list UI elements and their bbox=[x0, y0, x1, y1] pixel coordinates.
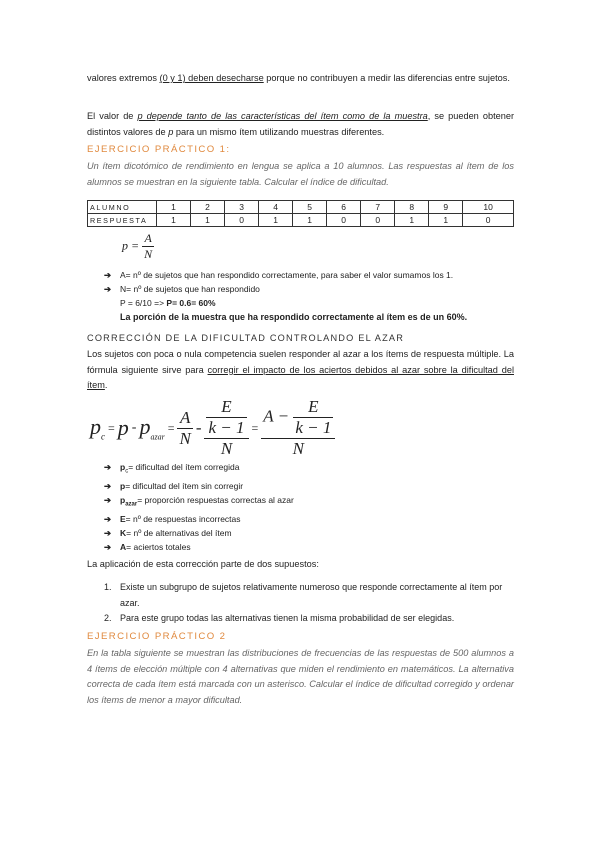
def-symbol: p bbox=[120, 462, 126, 472]
frac-den: N bbox=[179, 428, 191, 448]
list-item bbox=[104, 526, 514, 540]
table-cell: 3 bbox=[225, 201, 259, 214]
intro-p1-text-end: porque no contribuyen a medir las diferencias entre sujetos. bbox=[263, 73, 510, 83]
table-cell: 4 bbox=[259, 201, 293, 214]
def-text: = nº de respuestas incorrectas bbox=[125, 513, 241, 524]
corrected-difficulty-formula bbox=[90, 397, 335, 459]
definition bbox=[120, 526, 232, 540]
table-cell: 6 bbox=[327, 201, 361, 214]
definition bbox=[120, 493, 294, 512]
difficulty-formula bbox=[122, 231, 154, 262]
arrow-icon: ➔ bbox=[104, 284, 112, 294]
minus-sign: - bbox=[195, 418, 202, 437]
def-text: = dificultad del ítem corregida bbox=[128, 462, 240, 472]
pazar-symbol: p bbox=[139, 414, 151, 440]
list-item bbox=[104, 493, 514, 512]
table-cell: 0 bbox=[361, 214, 395, 227]
frac-num: A bbox=[177, 408, 192, 429]
formula-pc bbox=[90, 414, 105, 441]
table-cell: 0 bbox=[463, 214, 514, 227]
formula-denominator: N bbox=[144, 247, 153, 261]
table-cell: 8 bbox=[395, 201, 429, 214]
exercise-2-heading: EJERCICIO PRÁCTICO 2 bbox=[87, 631, 227, 642]
list-item bbox=[104, 268, 514, 282]
frac-num bbox=[261, 397, 335, 439]
correction-text-end: . bbox=[104, 380, 108, 390]
exercise-1-bullets bbox=[104, 268, 514, 324]
arrow-icon: ➔ bbox=[104, 480, 112, 491]
table-row-label: RESPUESTA bbox=[88, 214, 157, 227]
intro-p2-underlined: p depende tanto de las características del ítem como de la muestra bbox=[137, 111, 428, 121]
pc-subscript: c bbox=[101, 431, 105, 442]
list-item bbox=[104, 580, 514, 611]
list-item bbox=[104, 611, 514, 627]
arrow-icon: ➔ bbox=[104, 528, 112, 539]
calc-result: P= 0.6= 60% bbox=[166, 298, 216, 308]
table-row bbox=[88, 201, 514, 214]
pc-symbol: p bbox=[90, 414, 101, 440]
arrow-icon: ➔ bbox=[104, 542, 112, 553]
def-symbol: p bbox=[120, 480, 126, 491]
def-text: = nº de alternativas del ítem bbox=[126, 528, 232, 539]
arrow-icon: ➔ bbox=[104, 513, 112, 524]
intro-p1-text: valores extremos bbox=[87, 73, 160, 83]
bullet-text: A= nº de sujetos que han respondido correctamente, para saber el valor sumamos los 1. bbox=[120, 270, 454, 280]
arrow-icon: ➔ bbox=[104, 495, 112, 506]
exercise-1-heading: EJERCICIO PRÁCTICO 1: bbox=[87, 144, 231, 155]
formula-p: p bbox=[117, 415, 129, 440]
equals-sign: = bbox=[251, 420, 259, 435]
table-cell: 2 bbox=[191, 201, 225, 214]
equals-sign: = bbox=[167, 420, 175, 435]
table-cell: 7 bbox=[361, 201, 395, 214]
def-text: = aciertos totales bbox=[126, 542, 191, 553]
table-cell: 0 bbox=[327, 214, 361, 227]
table-cell: 9 bbox=[429, 201, 463, 214]
table-cell: 1 bbox=[293, 214, 327, 227]
list-item bbox=[104, 479, 514, 493]
assumptions-list bbox=[104, 580, 514, 627]
exercise-2-text: En la tabla siguiente se muestran las distribuciones de frecuencias de las respuestas de 500 alumnos a 4 ítems de elección múltiple con 4 alternativas que miden el rendimiento en matemáticos. La alternativa correcta de cada ítem está marcada con un asterisco. Calcular el índice de dificultad corregido y ordenar los ítems de menor a mayor dificultad. bbox=[87, 648, 514, 705]
inner-num: E bbox=[293, 397, 333, 418]
table-cell: 1 bbox=[395, 214, 429, 227]
responses-table bbox=[87, 200, 514, 227]
definitions-list bbox=[104, 460, 514, 555]
frac-den: N bbox=[292, 439, 305, 458]
inner-fraction bbox=[206, 397, 246, 438]
intro-p1-underlined: (0 y 1) deben desecharse bbox=[159, 73, 264, 83]
list-number: 2. bbox=[104, 613, 112, 623]
intro-p2-text: El valor de bbox=[87, 111, 138, 121]
fraction-combined bbox=[261, 397, 335, 459]
frac-den: N bbox=[220, 439, 233, 458]
table-row-label: ALUMNO bbox=[88, 201, 157, 214]
formula-fraction bbox=[142, 231, 154, 262]
def-sub: azar bbox=[125, 501, 138, 508]
arrow-icon: ➔ bbox=[104, 462, 112, 472]
calculation-line bbox=[104, 296, 514, 310]
def-symbol: K bbox=[120, 528, 127, 539]
inner-den: k − 1 bbox=[295, 418, 332, 437]
table-cell: 10 bbox=[463, 201, 514, 214]
list-item bbox=[104, 540, 514, 554]
intro-paragraph-1 bbox=[87, 71, 514, 87]
frac-num bbox=[204, 397, 248, 439]
table-cell: 1 bbox=[429, 214, 463, 227]
table-cell: 0 bbox=[225, 214, 259, 227]
correction-paragraph bbox=[87, 347, 514, 394]
def-text: = proporción respuestas correctas al azar bbox=[137, 495, 294, 506]
pazar-subscript: azar bbox=[150, 432, 165, 442]
list-item bbox=[104, 512, 514, 526]
list-number: 1. bbox=[104, 582, 112, 592]
table-cell: 1 bbox=[191, 214, 225, 227]
definition bbox=[120, 512, 241, 526]
definition bbox=[120, 479, 243, 493]
def-symbol: E bbox=[120, 513, 126, 524]
definition bbox=[120, 540, 191, 554]
correction-text: Los sujetos con poca o nula competencia suelen responder al azar a los ítems de respuesta múltiple. La fórmula siguiente sirve para bbox=[87, 349, 514, 375]
a-minus: A − bbox=[263, 406, 290, 426]
correction-heading: CORRECCIÓN DE LA DIFICULTAD CONTROLANDO EL AZAR bbox=[87, 333, 405, 343]
intro-p2-text-end: para un mismo ítem utilizando muestras diferentes. bbox=[173, 126, 385, 137]
correction-underlined: corregir el impacto de los aciertos debidos al azar sobre la dificultad del ítem bbox=[87, 364, 514, 390]
def-symbol: A bbox=[120, 542, 127, 553]
table-cell: 1 bbox=[157, 201, 191, 214]
equals-sign: = bbox=[108, 420, 115, 435]
minus-sign: - bbox=[131, 420, 137, 435]
assumptions-intro: La aplicación de esta corrección parte de dos supuestos: bbox=[87, 559, 319, 569]
def-symbol: p bbox=[120, 495, 126, 506]
list-item bbox=[104, 282, 514, 296]
intro-p2-text-mid: , se pueden obtener distintos valores de bbox=[87, 111, 515, 137]
formula-pazar bbox=[139, 414, 164, 441]
table-cell: 1 bbox=[157, 214, 191, 227]
arrow-icon: ➔ bbox=[104, 270, 112, 280]
inner-fraction bbox=[293, 397, 333, 438]
list-text: Existe un subgrupo de sujetos relativamente numeroso que responde correctamente al ítem por azar. bbox=[120, 582, 503, 608]
inner-den: k − 1 bbox=[208, 418, 245, 437]
list-text: Para este grupo todas las alternativas tienen la misma probabilidad de ser elegidas. bbox=[120, 613, 455, 623]
intro-p2-symbol: p bbox=[168, 126, 174, 137]
exercise-1-text: Un ítem dicotómico de rendimiento en lengua se aplica a 10 alumnos. Las respuestas al ítem de los alumnos se muestran en la siguiente tabla. Calcular el índice de dificultad. bbox=[87, 161, 514, 187]
def-text: = dificultad del ítem sin corregir bbox=[125, 480, 244, 491]
fraction-E-k1-N bbox=[204, 397, 248, 459]
definition bbox=[120, 460, 239, 479]
calc-text: P = 6/10 => bbox=[120, 298, 167, 308]
list-item bbox=[104, 460, 514, 479]
intro-paragraph-2 bbox=[87, 109, 514, 140]
inner-num: E bbox=[206, 397, 246, 418]
table-cell: 5 bbox=[293, 201, 327, 214]
table-cell: 1 bbox=[259, 214, 293, 227]
formula-lhs: p = bbox=[122, 238, 140, 253]
table-row bbox=[88, 214, 514, 227]
fraction-A-N bbox=[177, 408, 192, 449]
def-sub: c bbox=[125, 468, 129, 475]
conclusion: La porción de la muestra que ha respondido correctamente al ítem es de un 60%. bbox=[120, 312, 468, 322]
formula-numerator: A bbox=[142, 231, 154, 247]
bullet-text: N= nº de sujetos que han respondido bbox=[120, 284, 260, 294]
